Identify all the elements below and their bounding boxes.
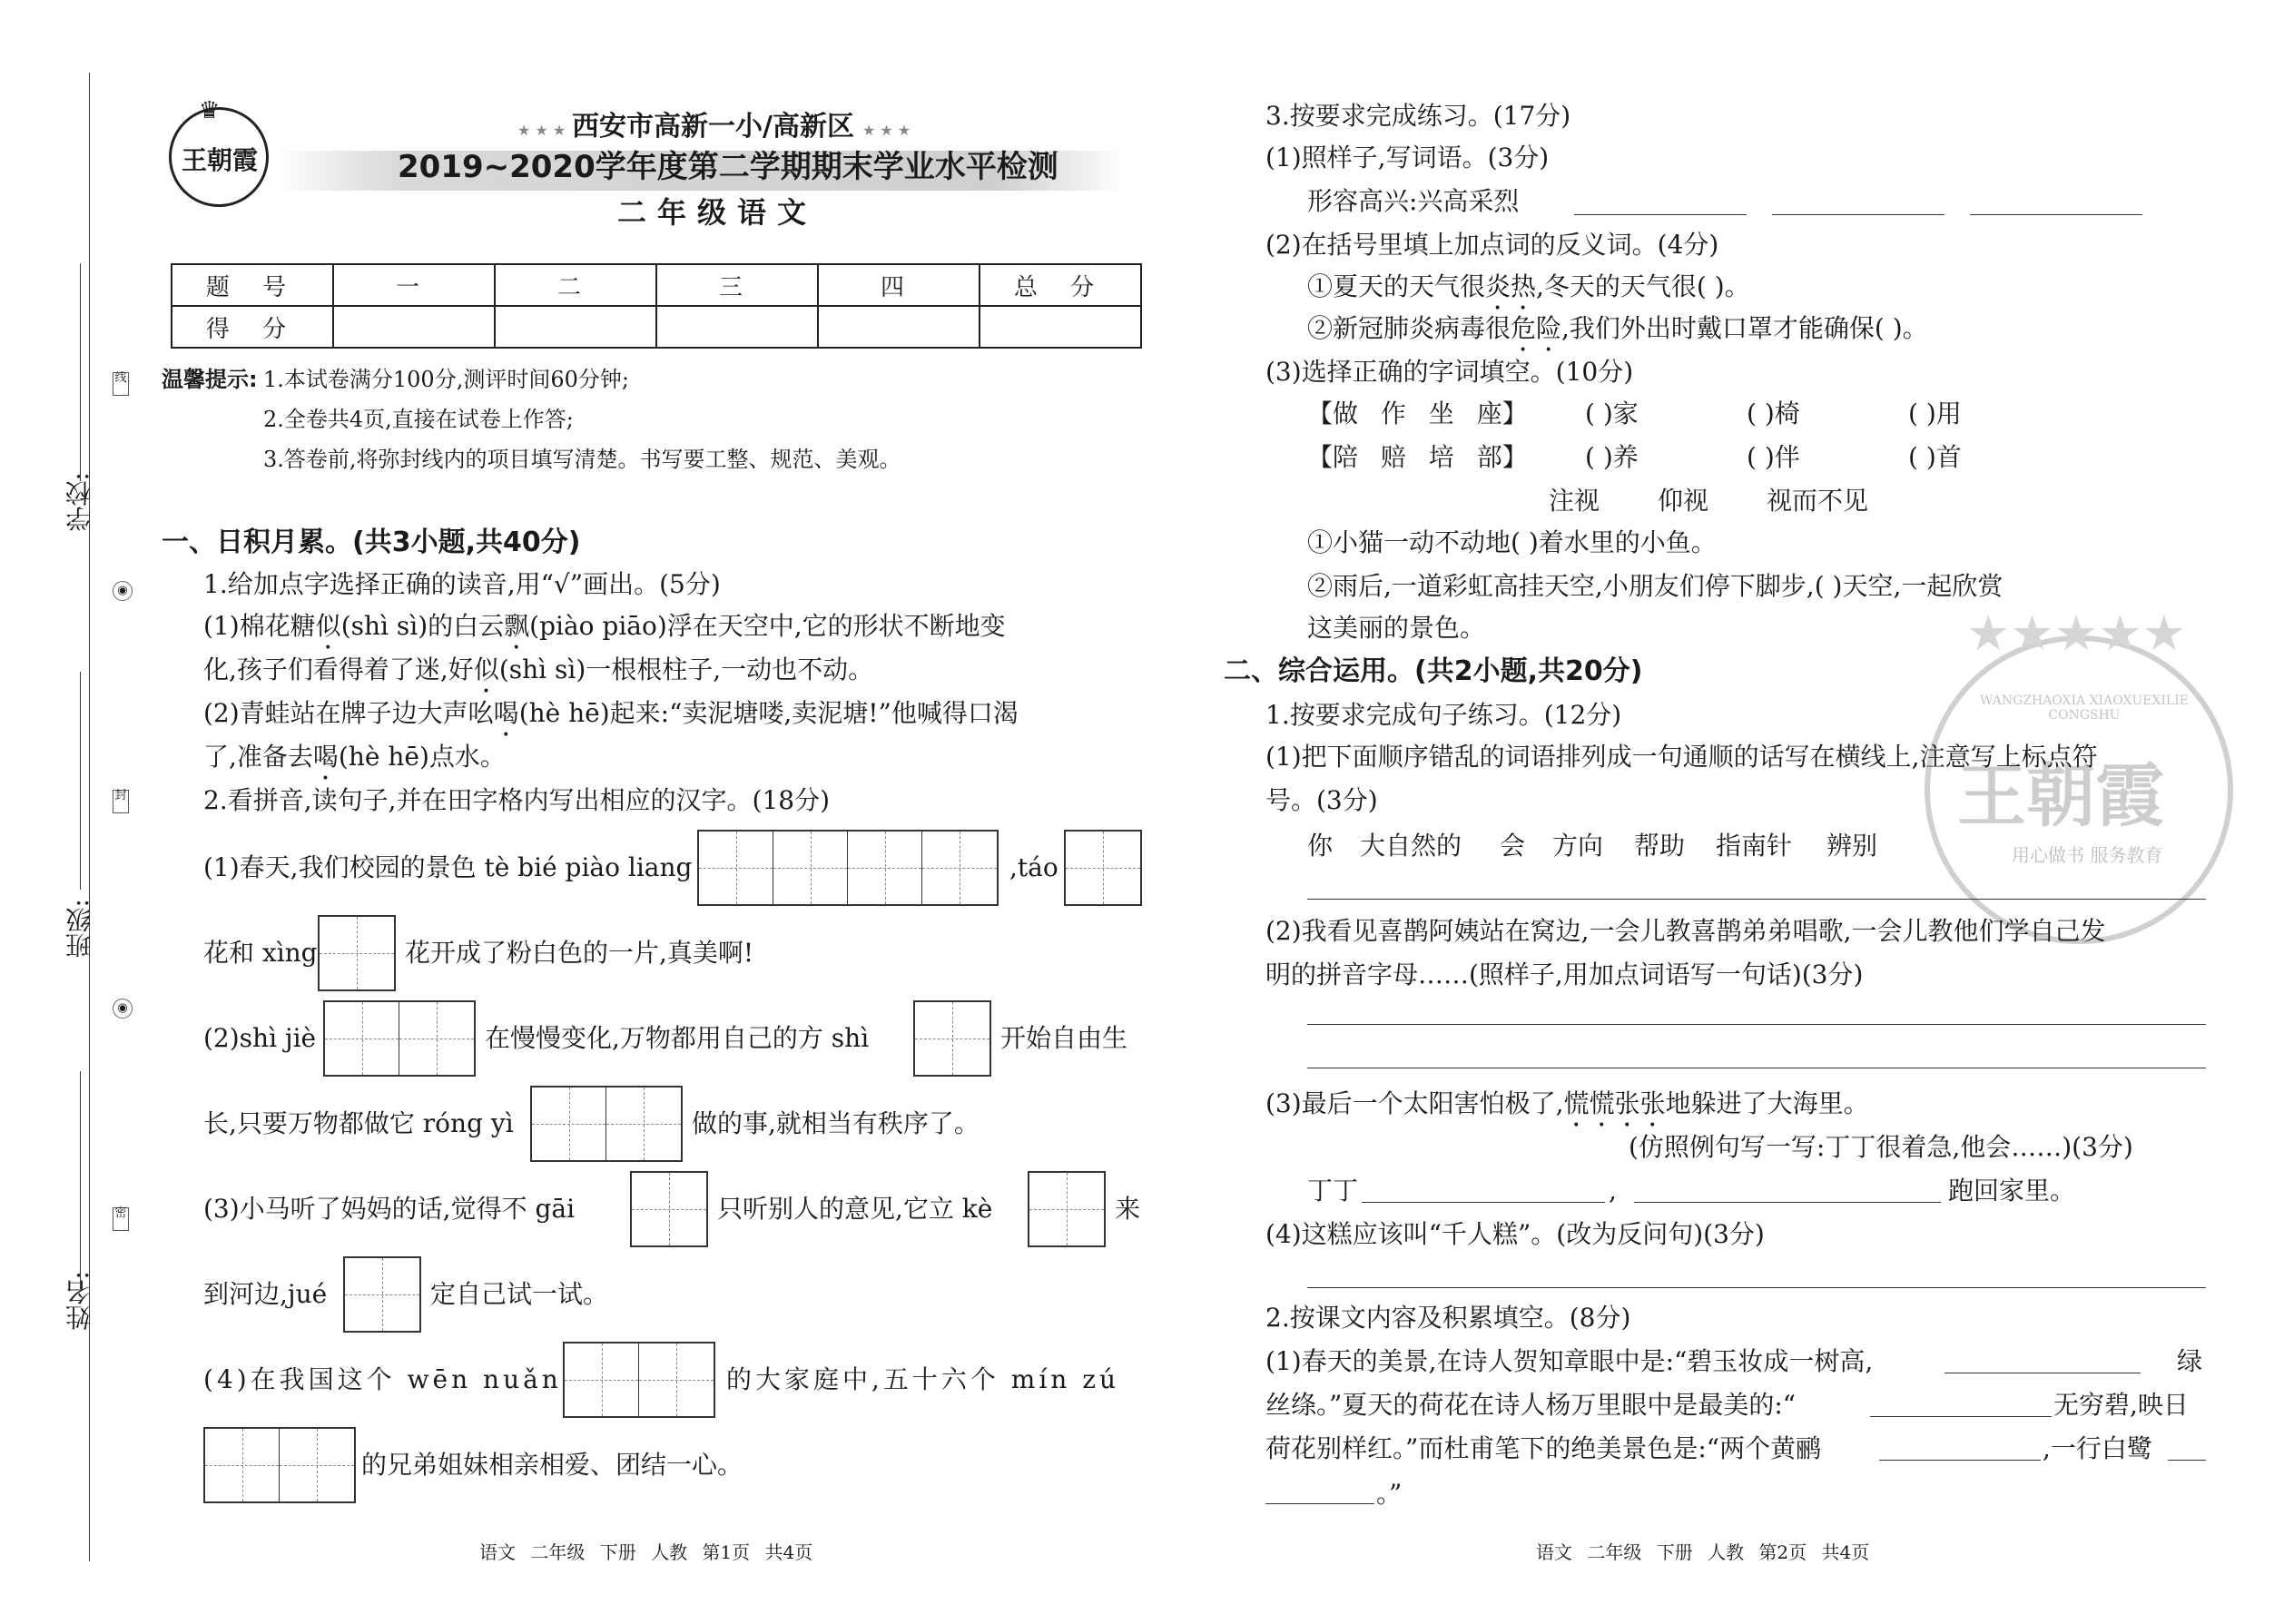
logo	[169, 97, 269, 207]
text: (1)棉花糖	[203, 611, 316, 641]
stars-left: ★ ★ ★	[517, 122, 566, 139]
school-name: 西安市高新一小/高新区	[572, 111, 854, 143]
q2-1-text-b: ,táo	[1009, 852, 1058, 882]
s2-q1-1-word: 方向	[1552, 831, 1604, 861]
tianzige-box[interactable]	[318, 915, 396, 991]
notes-item: 1.本试卷满分100分,测评时间60分钟;	[263, 367, 629, 392]
s2-q1-1-word: 指南针	[1716, 831, 1793, 861]
notes-label: 温馨提示:	[162, 367, 258, 392]
answer-line[interactable]	[2168, 1460, 2206, 1461]
watermark-text: 王朝霞	[1957, 755, 2164, 836]
s2-q2-c2: ,一行白鹭	[2043, 1433, 2152, 1463]
logo-crown-icon: ♛	[199, 97, 221, 124]
tianzige-box[interactable]	[1064, 830, 1142, 906]
q1-1-line-a	[203, 608, 1006, 655]
side-seal-icon: ◉	[113, 999, 133, 1019]
text: (2)青蛙站在牌子边大声吆	[203, 698, 494, 728]
binding-line	[89, 73, 90, 1561]
score-value-row	[172, 306, 1141, 348]
s2-q1-2-a: (2)我看见喜鹊阿姨站在窝边,一会儿教喜鹊弟弟唱歌,一会儿教他们学自己发	[1265, 916, 2106, 946]
footer-right: 语文 二年级 下册 人教 第2页 共4页	[1536, 1541, 1870, 1563]
score-header-cell: 二	[495, 264, 656, 306]
score-blank-cell[interactable]	[495, 306, 656, 348]
q1-2-line-b	[203, 739, 506, 786]
s2-q1-2-b: 明的拼音字母……(照样子,用加点词语写一句话)(3分)	[1265, 960, 1864, 989]
q2-4-text-a: (4)在我国这个 wēn nuǎn	[203, 1364, 562, 1394]
q2-2-text-d: 长,只要万物都做它 róng yì	[203, 1108, 514, 1138]
s2-q1-1-word: 会	[1500, 831, 1526, 861]
footer-left: 语文 二年级 下册 人教 第1页 共4页	[479, 1541, 813, 1563]
grid-cell	[632, 1173, 706, 1245]
q2-prompt: 2.看拼音,读句子,并在田字格内写出相应的汉字。(18分)	[203, 785, 830, 815]
s2-q2-a2: 绿	[2177, 1346, 2203, 1376]
grid-cell	[1066, 832, 1140, 904]
text: (3)最后一个太阳害怕极了,	[1265, 1088, 1564, 1118]
text: ①夏天的天气很	[1307, 271, 1486, 301]
answer-line[interactable]	[1970, 214, 2142, 215]
text: (hè hē)点水。	[338, 742, 506, 772]
s2-q1-3-c-c: 跑回家里。	[1948, 1176, 2076, 1206]
grid-cell	[773, 832, 848, 904]
text: 化,孩子们看得着了迷,好	[203, 655, 474, 684]
q2-2-text-c: 开始自由生	[1000, 1023, 1128, 1053]
score-blank-cell[interactable]	[656, 306, 818, 348]
grid-cell	[699, 832, 773, 904]
dotted-char: 喝	[493, 698, 519, 728]
stars-right: ★ ★ ★	[862, 122, 911, 139]
answer-line[interactable]	[1307, 899, 2206, 900]
q3-3-c: ①小猫一动不动地( )着水里的小鱼。	[1307, 527, 1717, 557]
notes-item: 2.全卷共4页,直接在试卷上作答;	[263, 407, 574, 432]
grid-cell	[280, 1429, 354, 1501]
s2-q2-prompt: 2.按课文内容及积累填空。(8分)	[1265, 1303, 1631, 1333]
side-mark-seal: 封	[113, 790, 129, 813]
grid-cell	[205, 1429, 280, 1501]
logo-text: 王朝霞	[181, 145, 258, 175]
side-name-label: 姓名:	[64, 1271, 94, 1331]
tianzige-box[interactable]	[343, 1256, 421, 1333]
grid-cell	[922, 832, 997, 904]
grid-cell	[565, 1343, 639, 1416]
tianzige-box[interactable]	[203, 1427, 356, 1503]
text: (hè hē)起来:“卖泥塘喽,卖泥塘!”他喊得口渴	[518, 698, 1019, 728]
tianzige-box[interactable]	[1028, 1171, 1106, 1247]
side-name-blank	[80, 1071, 81, 1289]
grid-cell	[532, 1088, 606, 1160]
q3-3-a-item: ( )家	[1585, 399, 1639, 428]
grid-cell	[320, 917, 394, 989]
text: (shì sì)一根根柱子,一动也不动。	[498, 655, 874, 684]
text: ,冬天的天气很( )。	[1536, 271, 1750, 301]
dotted-char: 似	[315, 611, 341, 641]
s2-q1-1-word: 大自然的	[1360, 831, 1462, 861]
exam-title: 2019~2020学年度第二学期期末学业水平检测	[398, 149, 1058, 185]
q3-3-word: 注视	[1549, 486, 1600, 516]
q1-1-line-b	[203, 652, 873, 699]
dotted-word: 危险	[1511, 313, 1562, 343]
side-school-label: 学校:	[64, 472, 94, 532]
text: ②新冠肺炎病毒很	[1307, 313, 1511, 343]
q2-2-text-e: 做的事,就相当有秩序了。	[692, 1108, 980, 1138]
answer-line[interactable]	[1574, 214, 1747, 215]
answer-line[interactable]	[1307, 1287, 2206, 1288]
q3-1-prompt: (1)照样子,写词语。(3分)	[1265, 143, 1550, 172]
answer-line[interactable]	[1634, 1202, 1941, 1203]
subject-title: 二年级语文	[617, 195, 818, 230]
score-header-cell: 三	[656, 264, 818, 306]
text: (shì sì)的白云	[340, 611, 505, 641]
q3-3-group-b: 【陪 赔 培 部】	[1307, 442, 1528, 472]
answer-line[interactable]	[1772, 214, 1944, 215]
tianzige-box[interactable]	[630, 1171, 708, 1247]
q2-3-text-b: 只听别人的意见,它立 kè	[717, 1194, 993, 1224]
s2-q1-3-a	[1265, 1086, 1869, 1133]
q2-3-text-c: 来	[1115, 1194, 1141, 1224]
tianzige-box[interactable]	[530, 1086, 683, 1162]
score-header-cell: 四	[818, 264, 980, 306]
score-blank-cell[interactable]	[818, 306, 980, 348]
watermark-stars: ★★★★★	[1966, 605, 2187, 662]
tianzige-box[interactable]	[323, 1000, 476, 1077]
s2-q1-prompt: 1.按要求完成句子练习。(12分)	[1265, 700, 1622, 730]
dotted-char: 喝	[312, 742, 339, 772]
q2-3-text-e: 定自己试一试。	[430, 1279, 609, 1309]
tianzige-box[interactable]	[563, 1342, 715, 1418]
text: ,我们外出时戴口罩才能确保( )。	[1561, 313, 1928, 343]
q3-3-word: 仰视	[1658, 486, 1709, 516]
s2-q1-3-b: (仿照例句写一写:丁丁很着急,他会……)(3分)	[1629, 1132, 2133, 1162]
watermark-stamp	[1925, 605, 2233, 944]
text: 了,准备去	[203, 742, 313, 772]
s2-q2-c: 荷花别样红。”而杜甫笔下的绝美景色是:“两个黄鹂	[1265, 1433, 1822, 1463]
side-seal-icon: ◉	[113, 581, 133, 601]
s2-q1-1-a: (1)把下面顺序错乱的词语排列成一句通顺的话写在横线上,注意写上标点符	[1265, 742, 2098, 772]
notes-item: 3.答卷前,将弥封线内的项目填写清楚。书写要工整、规范、美观。	[263, 447, 901, 472]
s2-q1-1-word: 帮助	[1634, 831, 1686, 861]
answer-line[interactable]	[1265, 1503, 1374, 1504]
q2-4-text-c: 的兄弟姐妹相亲相爱、团结一心。	[361, 1450, 743, 1480]
side-mark-secret: 密	[113, 1207, 129, 1231]
answer-line[interactable]	[1879, 1460, 2041, 1461]
watermark-subtext: 用心做书 服务教育	[2012, 844, 2163, 866]
score-blank-cell[interactable]	[980, 306, 1141, 348]
answer-line[interactable]	[1870, 1416, 2052, 1417]
side-mark-line: 线	[113, 372, 129, 396]
grid-cell	[345, 1258, 419, 1331]
side-class-blank	[80, 672, 81, 890]
q3-3-group-a: 【做 作 坐 座】	[1307, 399, 1528, 428]
grid-cell	[915, 1002, 989, 1075]
q3-1-example: 形容高兴:兴高采烈	[1307, 186, 1520, 216]
q3-3-b-item: ( )养	[1585, 442, 1639, 472]
q3-prompt: 3.按要求完成练习。(17分)	[1265, 101, 1571, 131]
s2-q1-4: (4)这糕应该叫“千人糕”。(改为反问句)(3分)	[1265, 1219, 1765, 1249]
q1-2-line-a	[203, 695, 1019, 743]
score-blank-cell[interactable]	[333, 306, 495, 348]
side-class-label: 班级:	[64, 899, 94, 959]
q3-3-a-item: ( )用	[1908, 399, 1962, 428]
q2-1-text-d: 花开成了粉白色的一片,真美啊!	[405, 938, 754, 968]
q3-3-word: 视而不见	[1767, 486, 1869, 516]
dotted-char: 似	[473, 655, 499, 684]
s2-q2-a: (1)春天的美景,在诗人贺知章眼中是:“碧玉妆成一树高,	[1265, 1346, 1874, 1376]
grid-cell	[399, 1002, 474, 1075]
q3-3-a-item: ( )椅	[1747, 399, 1800, 428]
grid-cell	[1029, 1173, 1104, 1245]
dotted-char: 飘	[504, 611, 530, 641]
score-table	[171, 263, 1142, 349]
q3-3-d2: 这美丽的景色。	[1307, 613, 1486, 643]
answer-line[interactable]	[1307, 1024, 2206, 1025]
score-header-cell: 总 分	[980, 264, 1141, 306]
s2-q1-3-c-b: ,	[1609, 1176, 1617, 1206]
q2-1-text-a: (1)春天,我们校园的景色 tè bié piào liang	[203, 852, 693, 882]
q3-3-prompt: (3)选择正确的字词填空。(10分)	[1265, 357, 1634, 387]
q2-3-text-a: (3)小马听了妈妈的话,觉得不 gāi	[203, 1194, 576, 1224]
s2-q1-1-word: 辨别	[1826, 831, 1878, 861]
score-header-cell: 一	[333, 264, 495, 306]
s2-q2-b: 丝绦。”夏天的荷花在诗人杨万里眼中是最美的:“	[1265, 1390, 1797, 1420]
watermark-ring-text: WANGZHAOXIA XIAOXUEXILIE CONGSHU	[1980, 694, 2189, 723]
tianzige-box[interactable]	[697, 830, 999, 906]
q3-2-prompt: (2)在括号里填上加点词的反义词。(4分)	[1265, 230, 1719, 260]
s2-q1-1-word: 你	[1307, 831, 1334, 861]
q3-3-d: ②雨后,一道彩虹高挂天空,小朋友们停下脚步,( )天空,一起欣赏	[1307, 571, 2004, 601]
q2-1-text-c: 花和 xìng	[203, 938, 318, 968]
s2-q1-1-b: 号。(3分)	[1265, 785, 1378, 815]
score-header-cell: 题 号	[172, 264, 333, 306]
s2-q2-d: 。”	[1376, 1479, 1403, 1509]
grid-cell	[848, 832, 922, 904]
dotted-word: 炎热	[1485, 271, 1537, 301]
section-1-heading: 一、日积月累。(共3小题,共40分)	[162, 527, 581, 558]
score-header-row	[172, 264, 1141, 306]
q2-3-text-d: 到河边,jué	[203, 1279, 328, 1309]
q2-4-text-b: 的大家庭中,五十六个 mín zú	[726, 1364, 1120, 1394]
q3-2-b	[1307, 310, 1928, 358]
grid-cell	[325, 1002, 399, 1075]
dotted-word: 慌慌张张	[1563, 1088, 1666, 1118]
q1-prompt: 1.给加点字选择正确的读音,用“√”画出。(5分)	[203, 569, 721, 599]
s2-q1-3-c-a: 丁丁	[1307, 1176, 1359, 1206]
q3-3-b-item: ( )伴	[1747, 442, 1800, 472]
grid-cell	[639, 1343, 714, 1416]
text: (piào piāo)浮在天空中,它的形状不断地变	[529, 611, 1006, 641]
side-school-blank	[80, 263, 81, 481]
q2-2-text-a: (2)shì jiè	[203, 1023, 317, 1053]
score-label-cell: 得 分	[172, 306, 333, 348]
text: 地躲进了大海里。	[1665, 1088, 1869, 1118]
q2-2-text-b: 在慢慢变化,万物都用自己的方 shì	[485, 1023, 870, 1053]
tianzige-box[interactable]	[913, 1000, 991, 1077]
q3-2-a	[1307, 269, 1750, 316]
q3-3-b-item: ( )首	[1908, 442, 1962, 472]
grid-cell	[606, 1088, 681, 1160]
answer-line[interactable]	[1362, 1202, 1605, 1203]
s2-q2-b2: 无穷碧,映日	[2053, 1390, 2189, 1420]
section-2-heading: 二、综合运用。(共2小题,共20分)	[1224, 655, 1643, 687]
